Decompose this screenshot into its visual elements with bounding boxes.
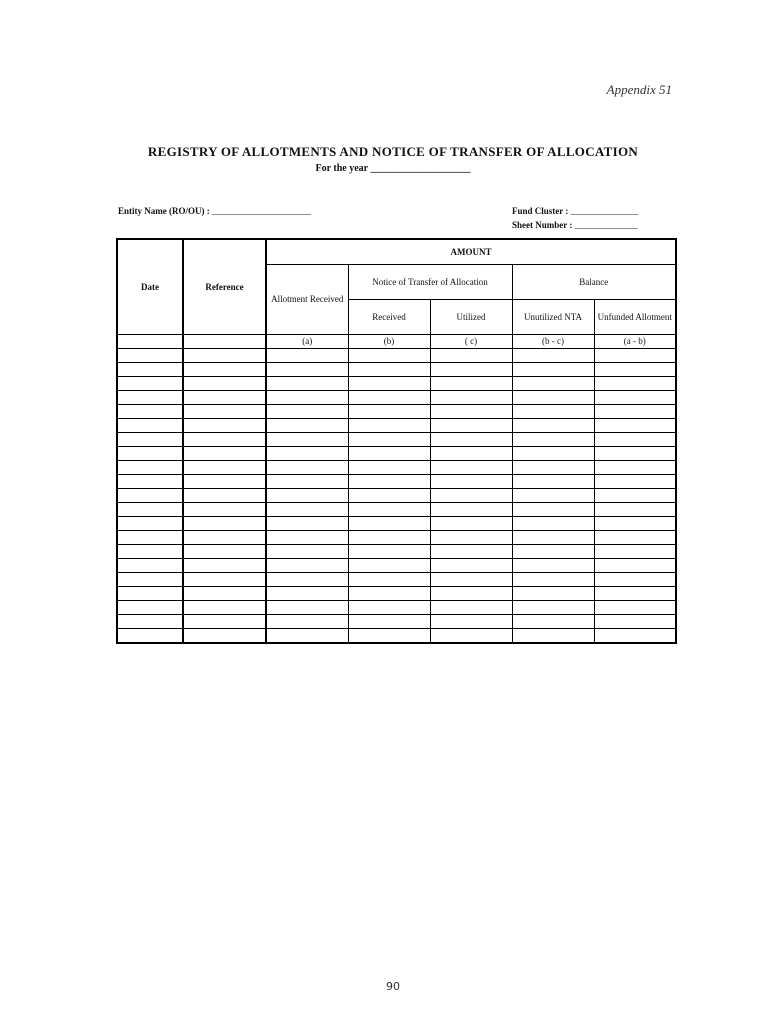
entry-cell[interactable] [183,544,266,558]
entry-cell[interactable] [183,628,266,643]
entry-cell[interactable] [183,488,266,502]
registry-table [116,238,677,644]
page-number: 90 [386,980,400,993]
table-row [117,446,676,460]
entry-cell[interactable] [594,558,676,572]
entry-cell[interactable] [430,600,512,614]
table-row [117,558,676,572]
entry-cell[interactable] [348,558,430,572]
code-a: (a) [266,334,348,348]
header-balance: Balance [512,264,676,299]
fund-cluster-label: Fund Cluster : [512,206,569,216]
entry-cell[interactable] [266,404,348,418]
entry-cell[interactable] [512,446,594,460]
entry-cell[interactable] [117,502,183,516]
header-amount: AMOUNT [266,239,676,264]
entry-cell[interactable] [183,362,266,376]
entry-cell[interactable] [348,460,430,474]
entry-cell[interactable] [348,572,430,586]
entry-cell[interactable] [512,502,594,516]
entry-cell[interactable] [594,530,676,544]
entry-cell[interactable] [430,362,512,376]
entry-cell[interactable] [430,404,512,418]
entry-cell[interactable] [348,432,430,446]
entry-cell[interactable] [117,628,183,643]
entry-cell[interactable] [594,502,676,516]
entry-cell[interactable] [430,530,512,544]
entry-cell[interactable] [512,404,594,418]
entry-cell[interactable] [117,600,183,614]
entry-cell[interactable] [594,390,676,404]
entry-rows [117,348,676,643]
table-row [117,362,676,376]
entry-cell[interactable] [183,516,266,530]
entry-cell[interactable] [512,460,594,474]
entry-cell[interactable] [512,558,594,572]
entry-cell[interactable] [183,376,266,390]
entry-cell[interactable] [266,572,348,586]
entry-cell[interactable] [348,348,430,362]
entry-cell[interactable] [266,432,348,446]
entry-cell[interactable] [348,530,430,544]
entry-cell[interactable] [512,544,594,558]
document-title: REGISTRY OF ALLOTMENTS AND NOTICE OF TRANSFER OF ALLOCATION [147,144,639,159]
entry-cell[interactable] [348,446,430,460]
entry-cell[interactable] [594,614,676,628]
entry-cell[interactable] [266,390,348,404]
entry-cell[interactable] [183,390,266,404]
entity-name-field [118,206,311,216]
entry-cell[interactable] [594,432,676,446]
sheet-number-blank[interactable]: ______________ [574,220,638,230]
entry-cell[interactable] [266,362,348,376]
code-cell-date [117,334,183,348]
entry-cell[interactable] [430,348,512,362]
entry-cell[interactable] [266,348,348,362]
entry-cell[interactable] [594,628,676,643]
entry-cell[interactable] [430,376,512,390]
entry-cell[interactable] [266,446,348,460]
entry-cell[interactable] [430,558,512,572]
entry-cell[interactable] [512,614,594,628]
entry-cell[interactable] [183,404,266,418]
entry-cell[interactable] [512,488,594,502]
table-row [117,404,676,418]
entry-cell[interactable] [430,446,512,460]
table-row [117,530,676,544]
entry-cell[interactable] [183,558,266,572]
code-cell-reference [183,334,266,348]
entry-cell[interactable] [348,628,430,643]
sheet-number-label: Sheet Number : [512,220,573,230]
header-nta: Notice of Transfer of Allocation [348,264,512,299]
entry-cell[interactable] [594,474,676,488]
entry-cell[interactable] [183,432,266,446]
fund-cluster-field [512,206,638,216]
entry-cell[interactable] [183,586,266,600]
entry-cell[interactable] [594,488,676,502]
entry-cell[interactable] [512,628,594,643]
entry-cell[interactable] [348,390,430,404]
table-row [117,502,676,516]
table-row [117,516,676,530]
entry-cell[interactable] [430,418,512,432]
entry-cell[interactable] [183,502,266,516]
entry-cell[interactable] [512,600,594,614]
sheet-number-field [512,220,638,230]
entry-cell[interactable] [594,516,676,530]
entry-cell[interactable] [117,544,183,558]
entry-cell[interactable] [183,418,266,432]
entry-cell[interactable] [183,572,266,586]
table-row [117,474,676,488]
entry-cell[interactable] [117,558,183,572]
table-row [117,390,676,404]
table-row [117,432,676,446]
code-a-minus-b: (a - b) [594,334,676,348]
header-received: Received [348,299,430,334]
entry-cell[interactable] [430,586,512,600]
entry-cell[interactable] [266,488,348,502]
entry-cell[interactable] [117,446,183,460]
entry-cell[interactable] [183,530,266,544]
entry-cell[interactable] [348,474,430,488]
entry-cell[interactable] [512,474,594,488]
entry-cell[interactable] [348,376,430,390]
entry-cell[interactable] [348,600,430,614]
table-row [117,572,676,586]
entry-cell[interactable] [430,516,512,530]
entry-cell[interactable] [348,488,430,502]
entry-cell[interactable] [594,418,676,432]
table-row [117,418,676,432]
year-line: For the year ____________________ [315,163,471,174]
entry-cell[interactable] [512,418,594,432]
entry-cell[interactable] [183,446,266,460]
entry-cell[interactable] [594,404,676,418]
entry-cell[interactable] [183,614,266,628]
header-unfunded-allotment: Unfunded Allotment [594,299,676,334]
entry-cell[interactable] [512,516,594,530]
entry-cell[interactable] [266,600,348,614]
entry-cell[interactable] [117,348,183,362]
entry-cell[interactable] [266,460,348,474]
entry-cell[interactable] [430,544,512,558]
entry-cell[interactable] [183,348,266,362]
entry-cell[interactable] [117,474,183,488]
entry-cell[interactable] [512,530,594,544]
code-b: (b) [348,334,430,348]
table-row [117,614,676,628]
entry-cell[interactable] [117,390,183,404]
entry-cell[interactable] [512,376,594,390]
header-reference: Reference [183,239,266,334]
entry-cell[interactable] [266,516,348,530]
entry-cell[interactable] [430,460,512,474]
entry-cell[interactable] [266,628,348,643]
entry-cell[interactable] [117,572,183,586]
entry-cell[interactable] [348,404,430,418]
entry-cell[interactable] [117,614,183,628]
entry-cell[interactable] [266,586,348,600]
entry-cell[interactable] [512,348,594,362]
entry-cell[interactable] [117,404,183,418]
entity-name-blank[interactable]: ______________________ [212,206,311,216]
appendix-label: Appendix 51 [606,82,672,97]
entry-cell[interactable] [430,628,512,643]
entry-cell[interactable] [348,544,430,558]
header-allotment-received: Allotment Received [266,264,348,334]
entry-cell[interactable] [512,390,594,404]
entry-cell[interactable] [512,432,594,446]
entry-cell[interactable] [430,432,512,446]
entry-cell[interactable] [594,544,676,558]
entry-cell[interactable] [594,600,676,614]
entry-cell[interactable] [183,600,266,614]
header-utilized: Utilized [430,299,512,334]
entry-cell[interactable] [594,376,676,390]
code-c: ( c) [430,334,512,348]
entry-cell[interactable] [117,586,183,600]
entry-cell[interactable] [594,572,676,586]
entry-cell[interactable] [266,530,348,544]
entry-cell[interactable] [117,418,183,432]
table-row [117,600,676,614]
table-row [117,628,676,643]
entry-cell[interactable] [430,488,512,502]
header-unutilized-nta: Unutilized NTA [512,299,594,334]
entry-cell[interactable] [348,586,430,600]
entity-name-label: Entity Name (RO/OU) : [118,206,210,216]
entry-cell[interactable] [594,362,676,376]
entry-cell[interactable] [266,474,348,488]
table-row [117,488,676,502]
table-row [117,376,676,390]
table-row [117,544,676,558]
entry-cell[interactable] [348,614,430,628]
entry-cell[interactable] [348,502,430,516]
entry-cell[interactable] [266,614,348,628]
header-date: Date [117,239,183,334]
entry-cell[interactable] [512,586,594,600]
entry-cell[interactable] [266,376,348,390]
entry-cell[interactable] [266,558,348,572]
table-row [117,348,676,362]
entry-cell[interactable] [266,544,348,558]
entry-cell[interactable] [117,432,183,446]
entry-cell[interactable] [117,530,183,544]
entry-cell[interactable] [594,586,676,600]
entry-cell[interactable] [117,516,183,530]
entry-cell[interactable] [117,460,183,474]
fund-cluster-blank[interactable]: _______________ [570,206,639,216]
entry-cell[interactable] [183,460,266,474]
entry-cell[interactable] [430,474,512,488]
entry-cell[interactable] [348,362,430,376]
table-row [117,586,676,600]
entry-cell[interactable] [430,572,512,586]
entry-cell[interactable] [117,488,183,502]
entry-cell[interactable] [266,418,348,432]
entry-cell[interactable] [430,502,512,516]
entry-cell[interactable] [594,460,676,474]
entry-cell[interactable] [117,362,183,376]
entry-cell[interactable] [594,446,676,460]
entry-cell[interactable] [430,390,512,404]
entry-cell[interactable] [266,502,348,516]
entry-cell[interactable] [183,474,266,488]
entry-cell[interactable] [512,362,594,376]
table-row [117,460,676,474]
entry-cell[interactable] [512,572,594,586]
entry-cell[interactable] [117,376,183,390]
entry-cell[interactable] [594,348,676,362]
entry-cell[interactable] [348,418,430,432]
entry-cell[interactable] [348,516,430,530]
code-b-minus-c: (b - c) [512,334,594,348]
entry-cell[interactable] [430,614,512,628]
